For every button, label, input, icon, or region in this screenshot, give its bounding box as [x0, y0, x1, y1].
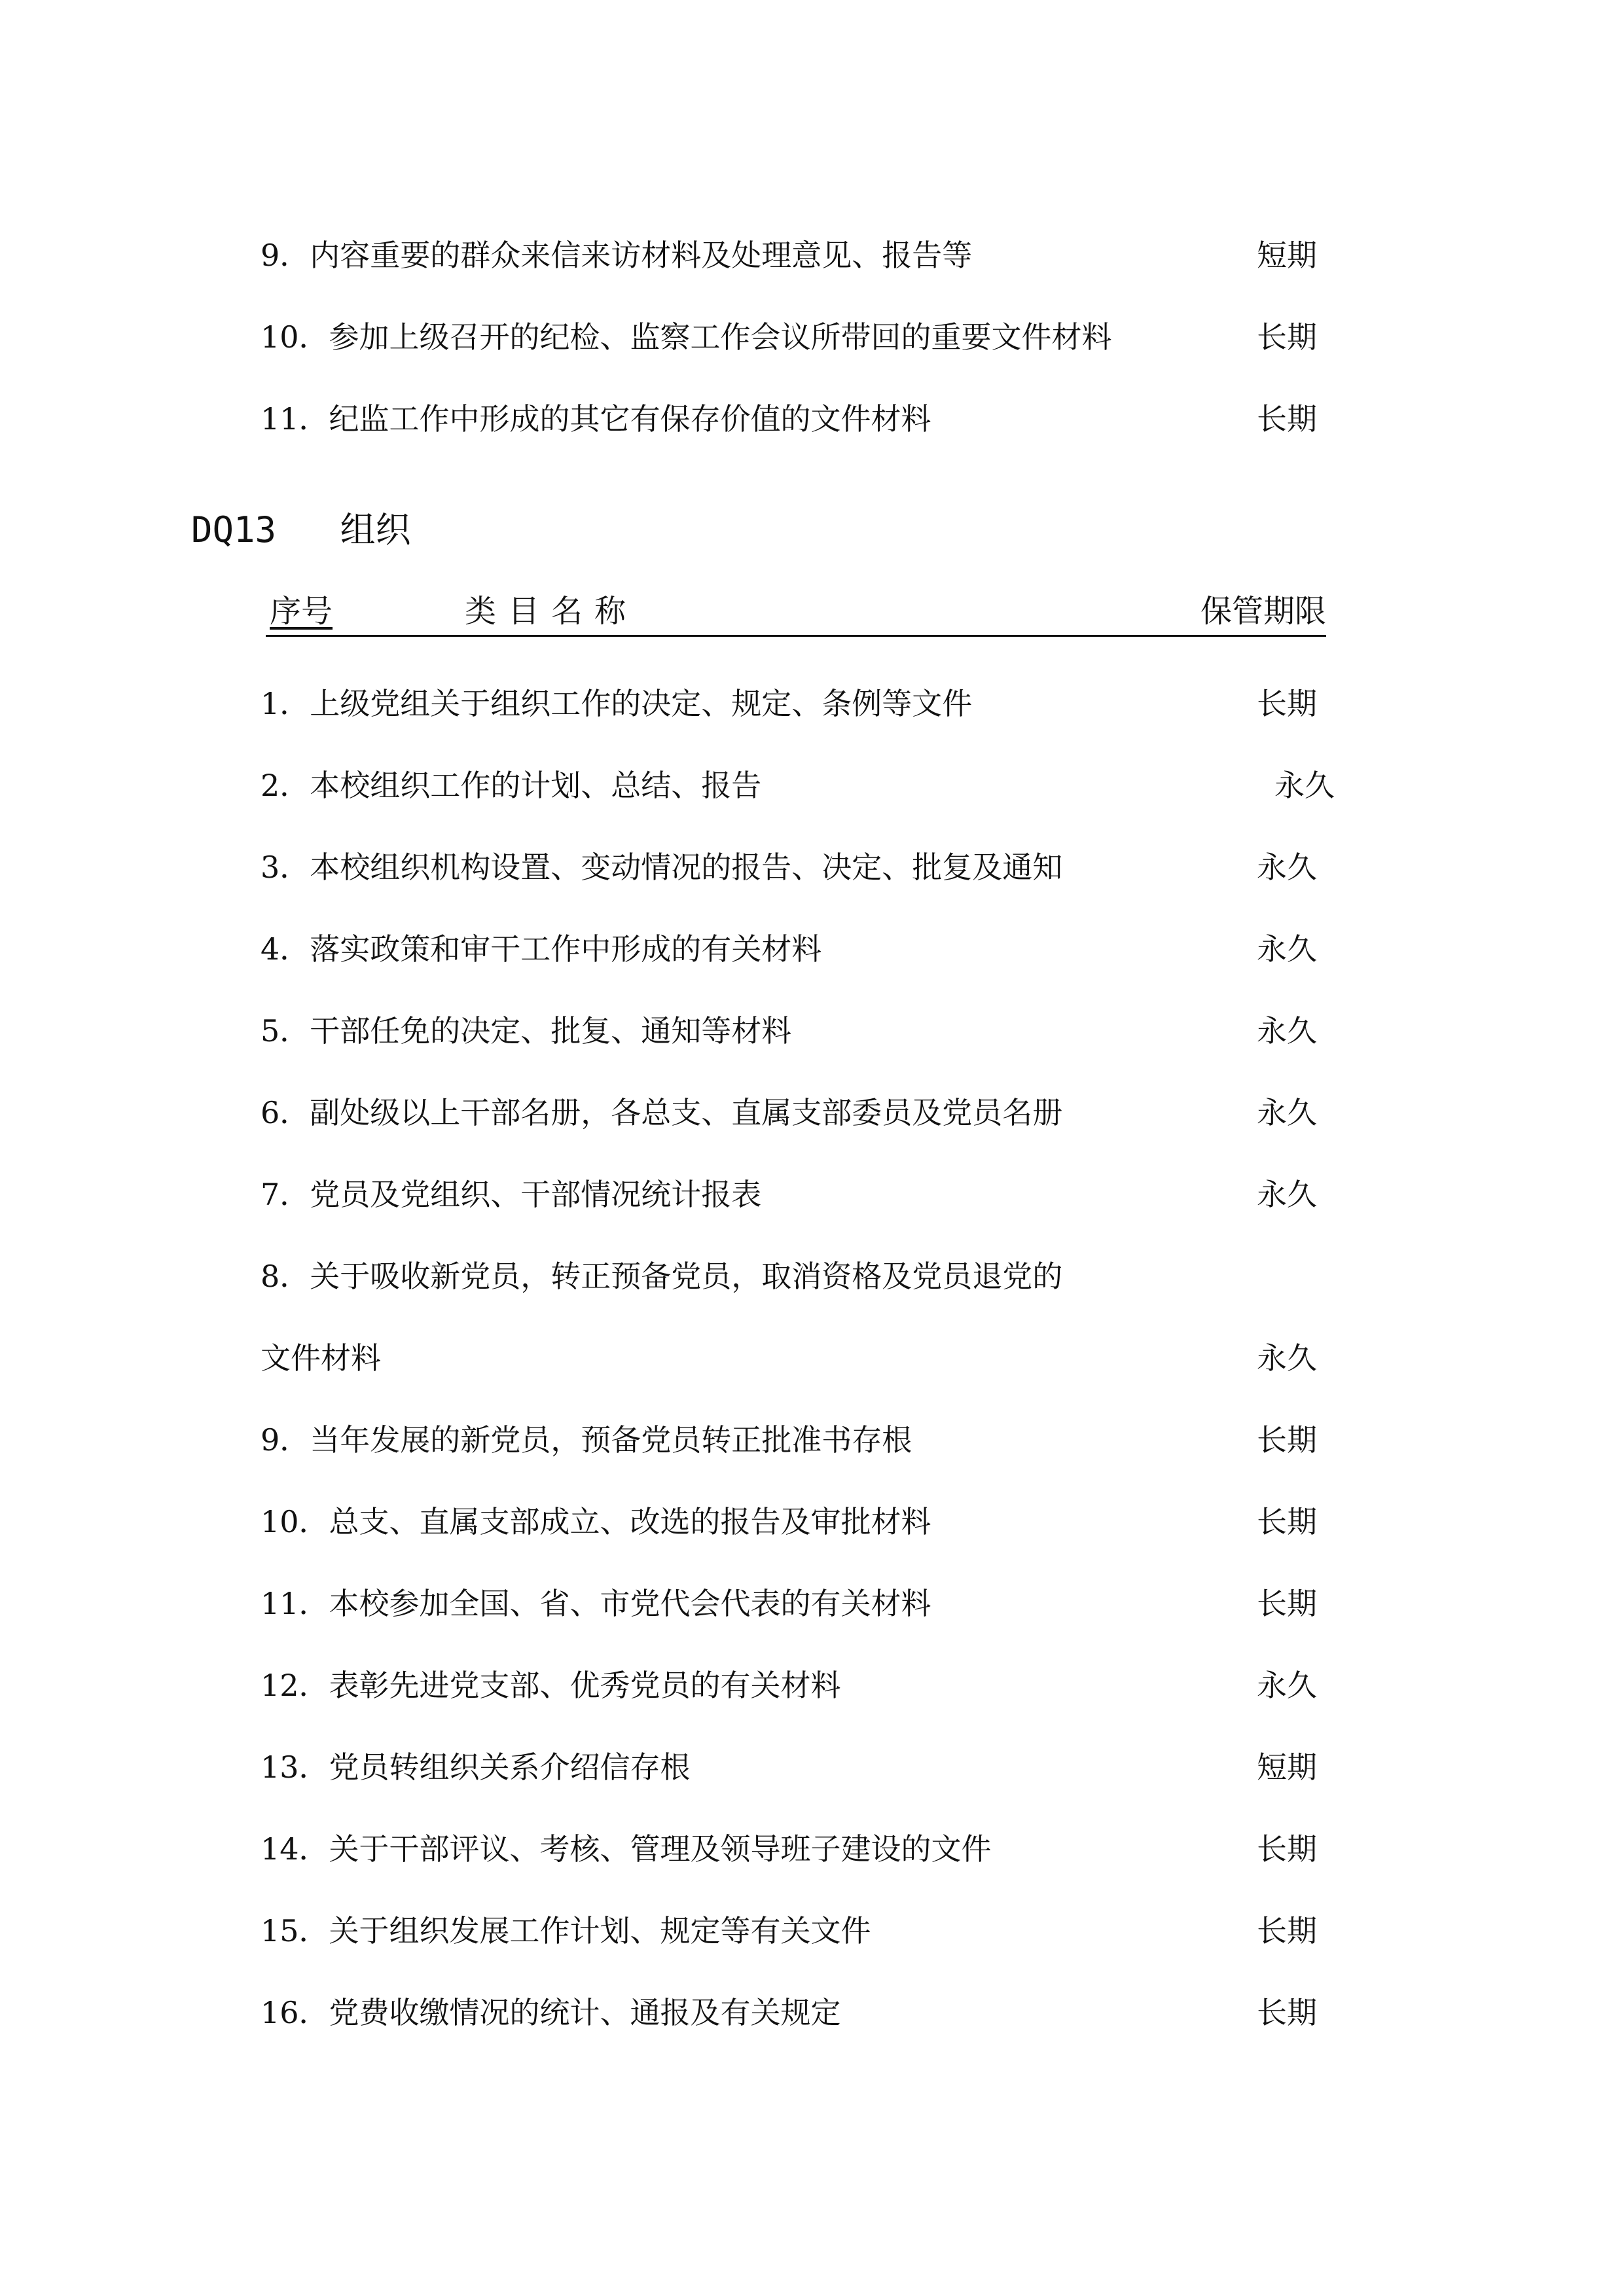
item-text: 9．内容重要的群众来信来访材料及处理意见、报告等: [261, 238, 973, 273]
item-text: 8．关于吸收新党员，转正预备党员，取消资格及党员退党的: [261, 1259, 1063, 1294]
list-item: [0, 1496, 1624, 1548]
list-item: [0, 1823, 1624, 1875]
list-item: [0, 677, 1624, 730]
item-text: 1．上级党组关于组织工作的决定、规定、条例等文件: [261, 686, 973, 721]
item-text: 11．纪监工作中形成的其它有保存价值的文件材料: [261, 401, 931, 437]
list-item: [0, 1332, 1624, 1384]
item-term: 永久: [1257, 1177, 1317, 1212]
item-term: 长期: [1257, 319, 1317, 355]
item-term: 长期: [1257, 686, 1317, 721]
item-text: 15．关于组织发展工作计划、规定等有关文件: [261, 1913, 871, 1948]
list-item: [0, 1414, 1624, 1466]
item-term: 长期: [1257, 1422, 1317, 1458]
section-title: [191, 504, 411, 556]
item-text: 7．党员及党组织、干部情况统计报表: [261, 1177, 762, 1212]
list-item: [0, 311, 1624, 363]
item-term: 永久: [1257, 1013, 1317, 1049]
list-item: [0, 923, 1624, 975]
item-text: 2．本校组织工作的计划、总结、报告: [261, 768, 762, 803]
item-text: 10．参加上级召开的纪检、监察工作会议所带回的重要文件材料: [261, 319, 1112, 355]
item-term: 长期: [1257, 1586, 1317, 1621]
list-item: [0, 1659, 1624, 1712]
list-item: [0, 229, 1624, 281]
header-name: 类目名称: [465, 593, 638, 630]
list-item: [0, 759, 1624, 812]
list-item: [0, 1250, 1624, 1302]
section-code: DQ13: [191, 509, 277, 550]
header-term: 保管期限: [1200, 593, 1326, 630]
list-item: [0, 1577, 1624, 1630]
item-term: 长期: [1257, 1504, 1317, 1539]
item-text: 文件材料: [261, 1340, 381, 1376]
table-header: [266, 588, 1326, 637]
item-term: 长期: [1257, 401, 1317, 437]
list-item: [0, 1741, 1624, 1793]
item-text: 5．干部任免的决定、批复、通知等材料: [261, 1013, 792, 1049]
item-text: 16．党费收缴情况的统计、通报及有关规定: [261, 1995, 841, 2030]
item-text: 6．副处级以上干部名册，各总支、直属支部委员及党员名册: [261, 1095, 1063, 1130]
list-item: [0, 1905, 1624, 1957]
item-text: 14．关于干部评议、考核、管理及领导班子建设的文件: [261, 1831, 992, 1867]
list-item: [0, 1168, 1624, 1221]
list-item: [0, 1986, 1624, 2039]
item-text: 9．当年发展的新党员，预备党员转正批准书存根: [261, 1422, 912, 1458]
header-number: 序号: [270, 593, 333, 630]
item-text: 4．落实政策和审干工作中形成的有关材料: [261, 931, 822, 967]
item-term: 长期: [1257, 1913, 1317, 1948]
item-text: 13．党员转组织关系介绍信存根: [261, 1749, 691, 1785]
item-term: 永久: [1257, 1668, 1317, 1703]
item-term: 短期: [1257, 238, 1317, 273]
item-term: 长期: [1257, 1995, 1317, 2030]
item-term: 永久: [1257, 850, 1317, 885]
item-term: 永久: [1274, 768, 1335, 803]
item-text: 10．总支、直属支部成立、改选的报告及审批材料: [261, 1504, 931, 1539]
item-text: 12．表彰先进党支部、优秀党员的有关材料: [261, 1668, 841, 1703]
item-text: 11．本校参加全国、省、市党代会代表的有关材料: [261, 1586, 931, 1621]
section-name: 组织: [340, 509, 411, 550]
list-item: [0, 393, 1624, 445]
list-item: [0, 1005, 1624, 1057]
item-term: 长期: [1257, 1831, 1317, 1867]
item-term: 短期: [1257, 1749, 1317, 1785]
item-term: 永久: [1257, 1340, 1317, 1376]
item-text: 3．本校组织机构设置、变动情况的报告、决定、批复及通知: [261, 850, 1063, 885]
list-item: [0, 1086, 1624, 1139]
list-item: [0, 841, 1624, 893]
item-term: 永久: [1257, 931, 1317, 967]
item-term: 永久: [1257, 1095, 1317, 1130]
